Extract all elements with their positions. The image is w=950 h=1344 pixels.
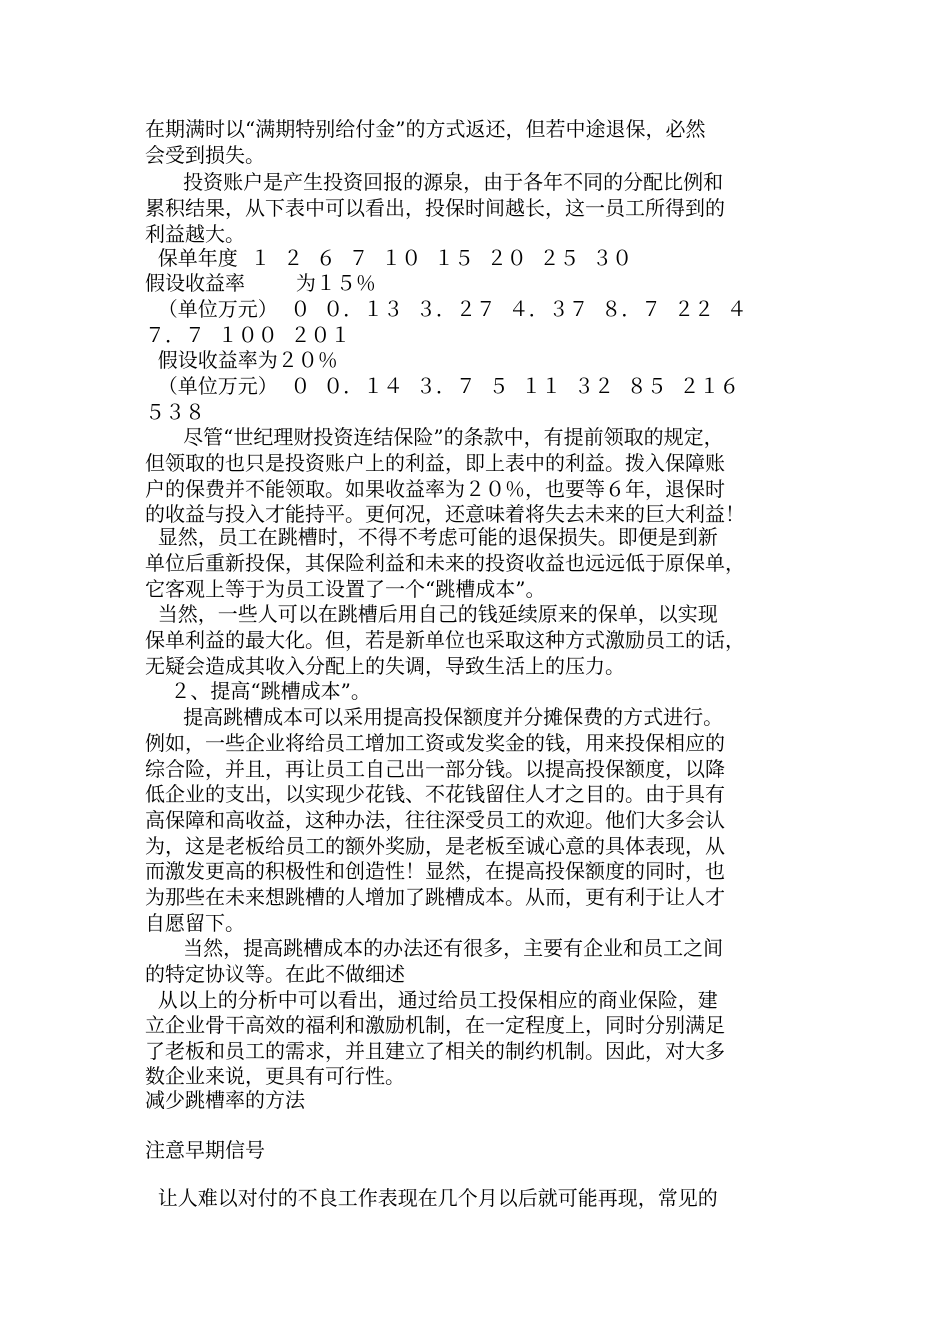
text-line: 的特定协议等。在此不做细述 xyxy=(145,962,405,986)
text-line: 在期满时以“满期特别给付金”的方式返还，但若中途退保，必然 xyxy=(145,117,706,141)
table-row-values-20: （单位万元） ０ ０．１４ ３．７ ５ １１ ３２ ８５ ２１６ xyxy=(145,374,740,398)
text-line: 单位后重新投保，其保险利益和未来的投资收益也远远低于原保单， xyxy=(145,551,745,575)
table-row-year: 保单年度 １ ２ ６ ７ １０ １５ ２０ ２５ ３０ xyxy=(145,246,633,270)
text-line: 保单利益的最大化。但，若是新单位也采取这种方式激励员工的话， xyxy=(145,628,745,652)
text-line: 为，这是老板给员工的额外奖励，是老板至诚心意的具体表现，从 xyxy=(145,834,725,858)
text-line: 无疑会造成其收入分配上的失调，导致生活上的压力。 xyxy=(145,654,625,678)
text-line: 了老板和员工的需求，并且建立了相关的制约机制。因此，对大多 xyxy=(145,1039,725,1063)
table-row-values-15: （单位万元） ０ ０．１３ ３．２７ ４．３７ ８．７ ２２ ４ xyxy=(145,297,747,321)
text-line: 的收益与投入才能持平。更何况，还意味着将失去未来的巨大利益！ xyxy=(145,502,745,526)
table-row-rate-20: 假设收益率为２０％ xyxy=(145,348,338,372)
text-line: 户的保费并不能领取。如果收益率为２０％，也要等６年，退保时 xyxy=(145,477,725,501)
text-line: 投资账户是产生投资回报的源泉，由于各年不同的分配比例和 xyxy=(145,170,724,194)
text-line: 它客观上等于为员工设置了一个“跳槽成本”。 xyxy=(145,577,546,601)
text-line: 但领取的也只是投资账户上的利益，即上表中的利益。拨入保障账 xyxy=(145,451,725,475)
text-line: 当然，一些人可以在跳槽后用自己的钱延续原来的保单，以实现 xyxy=(145,602,718,626)
text-line: 会受到损失。 xyxy=(145,143,265,167)
text-line: 高保障和高收益，这种办法，往往深受员工的欢迎。他们大多会认 xyxy=(145,808,725,832)
table-row-values-15-cont: ７．７ １００ ２０１ xyxy=(145,323,351,347)
text-line: 为那些在未来想跳槽的人增加了跳槽成本。从而，更有利于让人才 xyxy=(145,885,725,909)
text-line: 从以上的分析中可以看出，通过给员工投保相应的商业保险，建 xyxy=(145,988,718,1012)
text-line: 立企业骨干高效的福利和激励机制，在一定程度上，同时分别满足 xyxy=(145,1013,725,1037)
heading-reduce-turnover: 减少跳槽率的方法 xyxy=(145,1088,305,1112)
text-line: 低企业的支出，以实现少花钱、不花钱留住人才之目的。由于具有 xyxy=(145,782,725,806)
text-line: 尽管“世纪理财投资连结保险”的条款中，有提前领取的规定， xyxy=(145,425,724,449)
text-line: 数企业来说，更具有可行性。 xyxy=(145,1064,405,1088)
text-line: 利益越大。 xyxy=(145,222,245,246)
text-line: 让人难以对付的不良工作表现在几个月以后就可能再现，常见的 xyxy=(145,1186,718,1210)
text-line: 例如，一些企业将给员工增加工资或发奖金的钱，用来投保相应的 xyxy=(145,731,725,755)
text-line: 当然，提高跳槽成本的办法还有很多，主要有企业和员工之间 xyxy=(145,936,724,960)
text-line: 而激发更高的积极性和创造性！显然，在提高投保额度的同时，也 xyxy=(145,859,725,883)
text-line: 显然，员工在跳槽时，不得不考虑可能的退保损失。即便是到新 xyxy=(145,525,718,549)
section-heading: ２、提高“跳槽成本”。 xyxy=(145,679,371,703)
text-line: 提高跳槽成本可以采用提高投保额度并分摊保费的方式进行。 xyxy=(145,705,724,729)
table-row-values-20-cont: ５３８ xyxy=(145,400,205,424)
table-row-rate-15: 假设收益率 为１５％ xyxy=(145,271,376,295)
text-line: 自愿留下。 xyxy=(145,911,245,935)
heading-early-signals: 注意早期信号 xyxy=(145,1138,265,1162)
text-line: 综合险，并且，再让员工自己出一部分钱。以提高投保额度，以降 xyxy=(145,757,725,781)
text-line: 累积结果，从下表中可以看出，投保时间越长，这一员工所得到的 xyxy=(145,196,725,220)
